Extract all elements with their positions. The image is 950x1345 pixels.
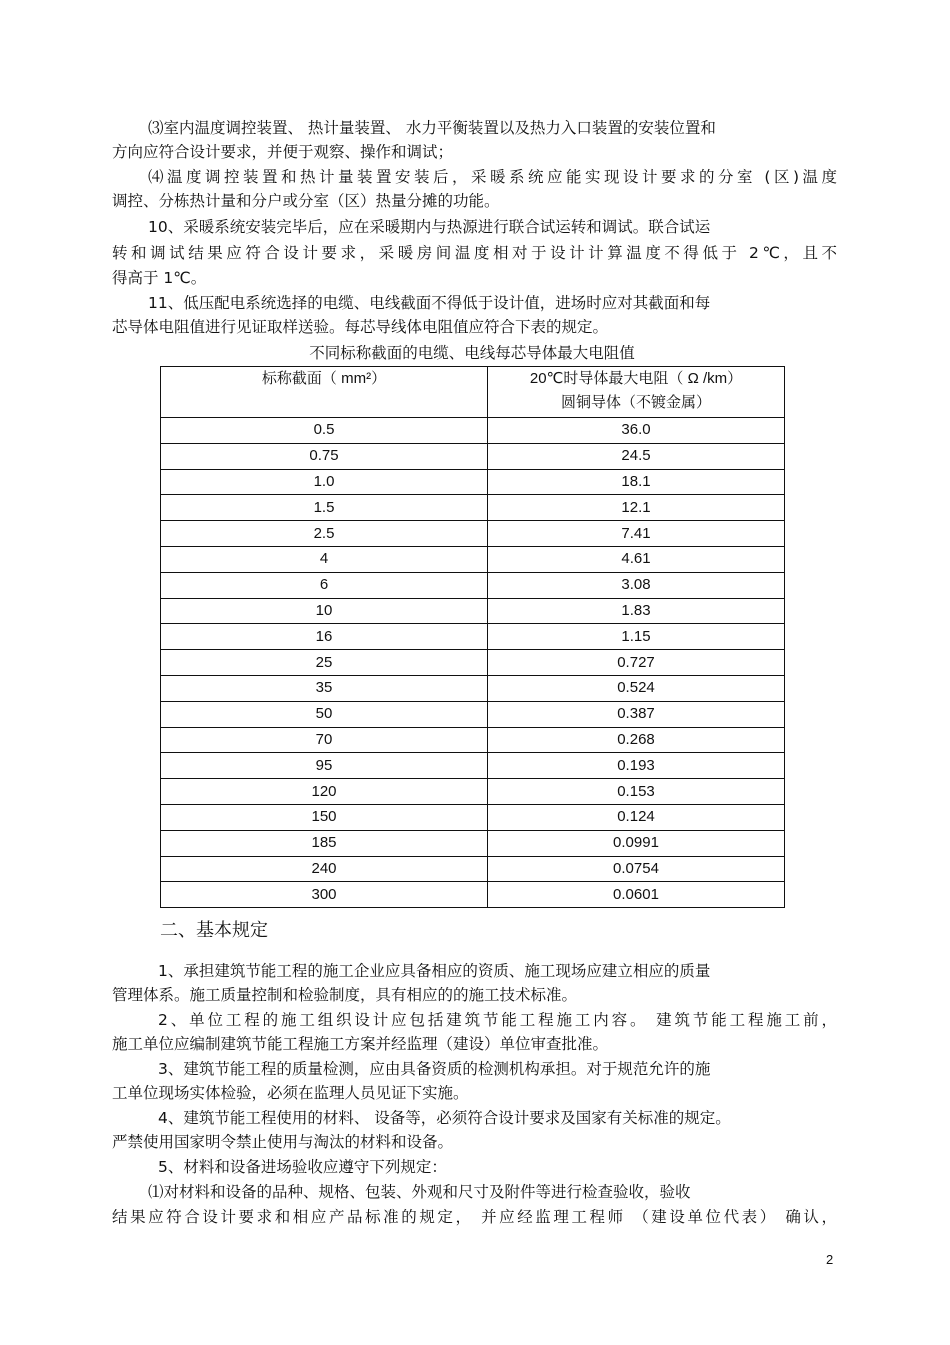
table-title: 不同标称截面的电缆、电线每芯导体最大电阻值	[309, 344, 635, 362]
paragraph-line: 10、采暖系统安装完毕后，应在采暖期内与热源进行联合试运转和调试。联合试运	[148, 218, 711, 236]
table-row	[161, 469, 785, 495]
cell-section: 16	[161, 624, 488, 650]
cell-resistance: 18.1	[488, 469, 785, 495]
table-row	[161, 624, 785, 650]
table-row	[161, 804, 785, 830]
cell-resistance: 0.268	[488, 727, 785, 753]
table-row	[161, 598, 785, 624]
table-row	[161, 521, 785, 547]
cell-section: 300	[161, 882, 488, 908]
paragraph-line: 方向应符合设计要求，并便于观察、操作和调试；	[112, 143, 454, 161]
paragraph-line: 结果应符合设计要求和相应产品标准的规定， 并应经监理工程师 （建设单位代表） 确认，	[112, 1208, 837, 1226]
cell-resistance: 12.1	[488, 495, 785, 521]
cell-resistance: 7.41	[488, 521, 785, 547]
paragraph-line: 调控、分栋热计量和分户或分室（区）热量分摊的功能。	[112, 192, 500, 210]
cell-section: 6	[161, 572, 488, 598]
table-row	[161, 830, 785, 856]
cell-section: 35	[161, 675, 488, 701]
cell-resistance: 0.0754	[488, 856, 785, 882]
table-row	[161, 675, 785, 701]
cell-resistance: 0.193	[488, 753, 785, 779]
table-row	[161, 572, 785, 598]
cell-resistance: 1.15	[488, 624, 785, 650]
paragraph-line: 2、单位工程的施工组织设计应包括建筑节能工程施工内容。 建筑节能工程施工前，	[158, 1011, 837, 1029]
header-max-resistance-line1: 20℃时导体最大电阻（ Ω /km）	[529, 370, 743, 387]
cell-section: 120	[161, 779, 488, 805]
cell-resistance: 36.0	[488, 418, 785, 444]
paragraph-line: 芯导体电阻值进行见证取样送验。每芯导线体电阻值应符合下表的规定。	[112, 318, 609, 336]
cell-section: 70	[161, 727, 488, 753]
cell-resistance: 0.524	[488, 675, 785, 701]
paragraph-line: 得高于 1℃。	[112, 269, 207, 287]
header-nominal-section-label: 标称截面（ mm²）	[261, 370, 387, 387]
cell-resistance: 1.83	[488, 598, 785, 624]
paragraph-line: 4、建筑节能工程使用的材料、 设备等，必须符合设计要求及国家有关标准的规定。	[158, 1109, 731, 1127]
paragraph-line: ⑷温度调控装置和热计量装置安装后，采暖系统应能实现设计要求的分室 (区)温度	[148, 168, 837, 186]
cell-resistance: 3.08	[488, 572, 785, 598]
cell-section: 0.75	[161, 443, 488, 469]
table-row	[161, 418, 785, 444]
cell-section: 240	[161, 856, 488, 882]
table-row	[161, 727, 785, 753]
table-row	[161, 882, 785, 908]
paragraph-line: 工单位现场实体检验，必须在监理人员见证下实施。	[112, 1084, 469, 1102]
paragraph-line: 1、承担建筑节能工程的施工企业应具备相应的资质、施工现场应建立相应的质量	[158, 962, 711, 980]
cell-section: 95	[161, 753, 488, 779]
cell-resistance: 0.153	[488, 779, 785, 805]
table-row	[161, 779, 785, 805]
paragraph-line: 施工单位应编制建筑节能工程施工方案并经监理（建设）单位审查批准。	[112, 1035, 609, 1053]
cell-section: 4	[161, 546, 488, 572]
cell-resistance: 0.387	[488, 701, 785, 727]
table-row	[161, 546, 785, 572]
cell-section: 2.5	[161, 521, 488, 547]
cell-resistance: 0.124	[488, 804, 785, 830]
cell-resistance: 4.61	[488, 546, 785, 572]
table-row	[161, 650, 785, 676]
paragraph-line: 转和调试结果应符合设计要求，采暖房间温度相对于设计计算温度不得低于 2℃，且不	[112, 244, 837, 262]
paragraph-line: ⑶室内温度调控装置、 热计量装置、 水力平衡装置以及热力入口装置的安装位置和	[148, 119, 716, 137]
section-heading: 二、基本规定	[160, 920, 268, 941]
table-row	[161, 701, 785, 727]
cell-section: 1.0	[161, 469, 488, 495]
paragraph-line: ⑴对材料和设备的品种、规格、包装、外观和尺寸及附件等进行检查验收，验收	[148, 1183, 691, 1201]
cell-resistance: 24.5	[488, 443, 785, 469]
cell-section: 50	[161, 701, 488, 727]
cell-resistance: 0.0991	[488, 830, 785, 856]
table-row	[161, 753, 785, 779]
header-nominal-section	[161, 367, 488, 418]
paragraph-line: 11、低压配电系统选择的电缆、电线截面不得低于设计值，进场时应对其截面和每	[148, 294, 711, 312]
table-row	[161, 495, 785, 521]
page-number: 2	[826, 1252, 834, 1267]
cell-section: 10	[161, 598, 488, 624]
table-header-row	[161, 367, 785, 418]
cell-section: 25	[161, 650, 488, 676]
cell-resistance: 0.727	[488, 650, 785, 676]
paragraph-line: 3、建筑节能工程的质量检测，应由具备资质的检测机构承担。对于规范允许的施	[158, 1060, 711, 1078]
resistance-table	[160, 366, 785, 908]
header-max-resistance	[488, 367, 785, 418]
header-max-resistance-line2: 圆铜导体（不镀金属）	[560, 394, 711, 411]
cell-section: 0.5	[161, 418, 488, 444]
cell-section: 1.5	[161, 495, 488, 521]
table-row	[161, 443, 785, 469]
paragraph-line: 5、材料和设备进场验收应遵守下列规定：	[158, 1158, 447, 1176]
cell-section: 185	[161, 830, 488, 856]
cell-section: 150	[161, 804, 488, 830]
cell-resistance: 0.0601	[488, 882, 785, 908]
paragraph-line: 管理体系。施工质量控制和检验制度，具有相应的的施工技术标准。	[112, 986, 578, 1004]
table-row	[161, 856, 785, 882]
paragraph-line: 严禁使用国家明令禁止使用与淘汰的材料和设备。	[112, 1133, 454, 1151]
